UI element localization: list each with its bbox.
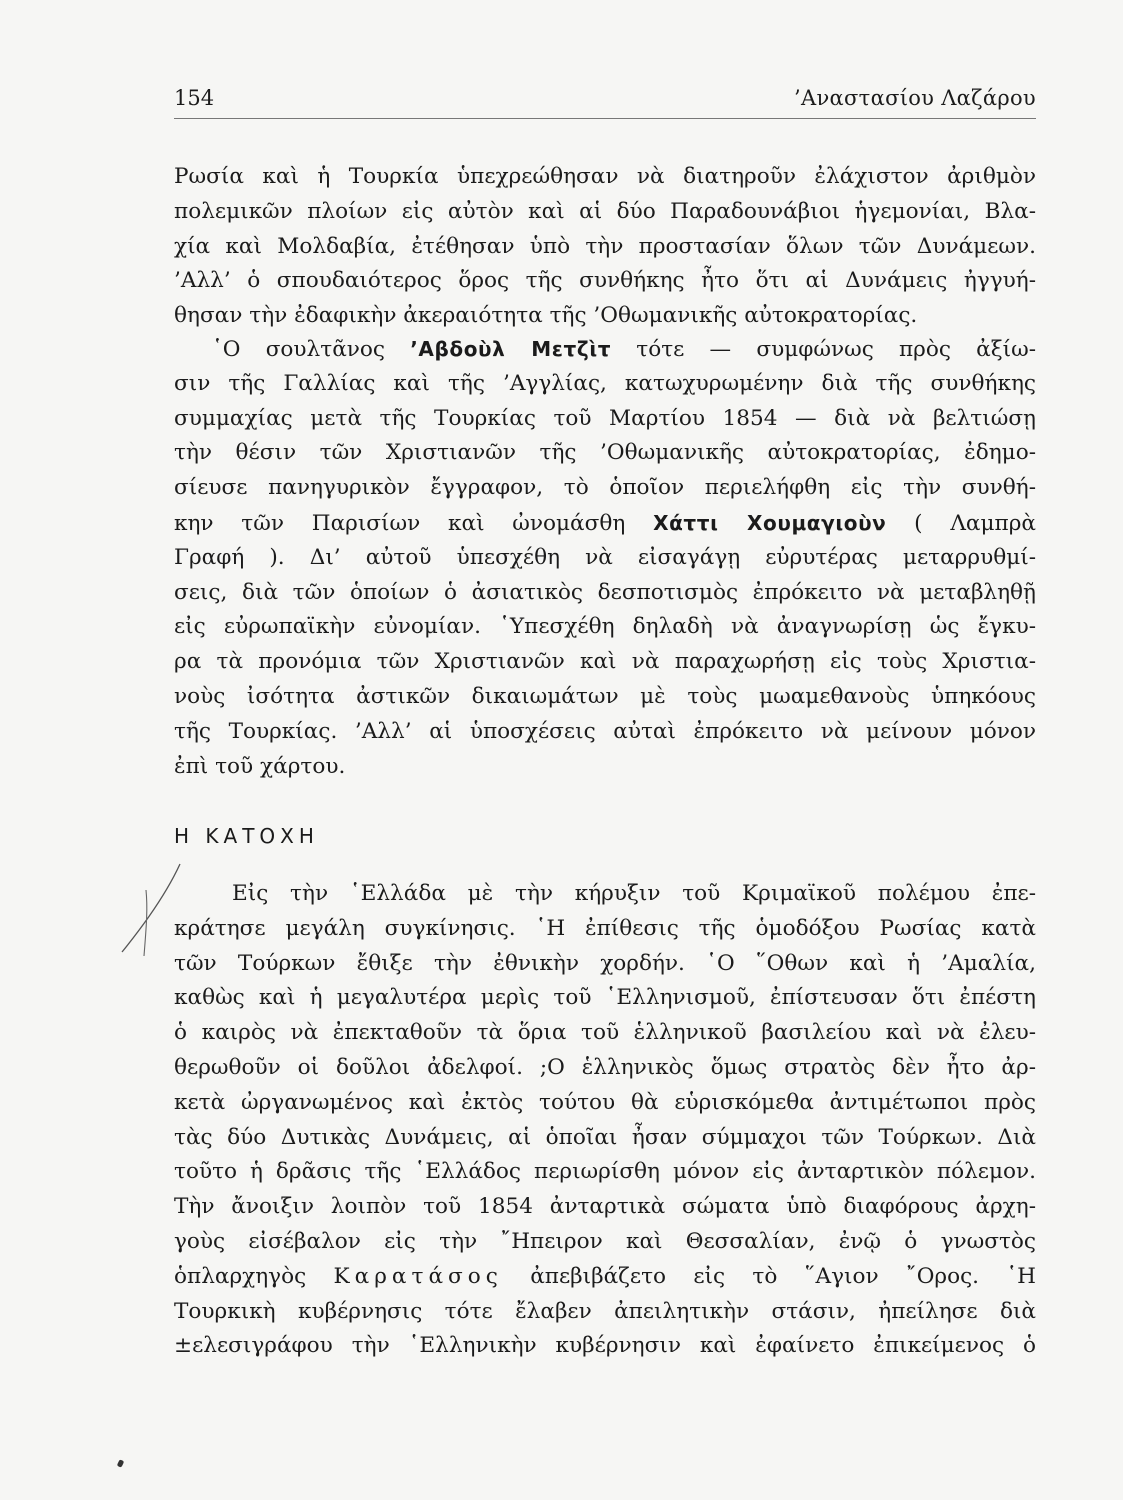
page-header: [174, 84, 1036, 124]
running-title: ’Αναστασίου Λαζάρου: [794, 86, 1036, 110]
text-fragment: ῾Ο σουλτᾶνος: [212, 337, 411, 362]
text-line: θησαν τὴν ἐδαφικὴν ἀκεραιότητα τῆς ’Οθωμανικῆς αὐτοκρατορίας.: [174, 303, 918, 329]
text-fragment: ἀπεβιβάζετο εἰς τὸ ῞Αγιον ῎Ορος. ῾Η: [502, 1263, 1036, 1289]
paragraph-3: [174, 877, 1036, 1364]
text-line: πολεμικῶν πλοίων εἰς αὐτὸν καὶ αἱ δύο Παραδουνάβιοι ἡγεμονίαι, Βλα-: [174, 198, 1036, 224]
text-line: Ρωσία καὶ ἡ Τουρκία ὑπεχρεώθησαν νὰ διατηροῦν ἐλάχιστον ἀριθμὸν: [174, 164, 1036, 189]
text-line: Τὴν ἄνοιξιν λοιπὸν τοῦ 1854 ἀνταρτικὰ σώματα ὑπὸ διαφόρους ἀρχη-: [174, 1194, 1036, 1220]
text-line: τὰς δύο Δυτικὰς Δυνάμεις, αἱ ὁποῖαι ἦσαν σύμμαχοι τῶν Τούρκων. Διὰ: [174, 1124, 1036, 1150]
text-line: σεις, διὰ τῶν ὁποίων ὁ ἀσιατικὸς δεσποτισμὸς ἐπρόκειτο νὰ μεταβληθῇ: [174, 579, 1036, 605]
text-line: τοῦτο ἡ δρᾶσις τῆς ῾Ελλάδος περιωρίσθη μόνον εἰς ἀνταρτικὸν πόλεμον.: [174, 1159, 1036, 1185]
text-line: χία καὶ Μολδαβία, ἐτέθησαν ὑπὸ τὴν προστασίαν ὅλων τῶν Δυνάμεων.: [174, 233, 1036, 259]
text-line: Τουρκικὴ κυβέρνησις τότε ἔλαβεν ἀπειλητικὴν στάσιν, ἠπείλησε διὰ: [174, 1298, 1036, 1324]
text-line: τὴν θέσιν τῶν Χριστιανῶν τῆς ’Οθωμανικῆς αὐτοκρατορίας, ἐδημο-: [174, 440, 1036, 466]
text-line: [174, 332, 1036, 367]
text-line: τῶν Τούρκων ἔθιξε τὴν ἐθνικὴν χορδήν. ῾Ο ῞Οθων καὶ ἡ ’Αμαλία,: [174, 950, 1036, 976]
text-line: εἰς εὐρωπαϊκὴν εὐνομίαν. ῾Υπεσχέθη δηλαδὴ νὰ ἀναγνωρίσῃ ὡς ἔγκυ-: [174, 614, 1036, 640]
text-line: συμμαχίας μετὰ τῆς Τουρκίας τοῦ Μαρτίου 1854 — διὰ νὰ βελτιώσῃ: [174, 405, 1036, 431]
text-line: σίευσε πανηγυρικὸν ἔγγραφον, τὸ ὁποῖον περιελήφθη εἰς τὴν συνθή-: [174, 475, 1036, 501]
text-line: νοὺς ἰσότητα ἀστικῶν δικαιωμάτων μὲ τοὺς μωαμεθανοὺς ὑπηκόους: [174, 683, 1036, 709]
text-line: ρα τὰ προνόμια τῶν Χριστιανῶν καὶ νὰ παραχωρήσῃ εἰς τοὺς Χριστια-: [174, 649, 1036, 675]
text-line: ὁ καιρὸς νὰ ἐπεκταθοῦν τὰ ὅρια τοῦ ἑλληνικοῦ βασιλείου καὶ νὰ ἐλευ-: [174, 1020, 1036, 1046]
decree-name: Χάττι Χουμαγιοὺν: [653, 510, 887, 535]
text-line: Εἰς τὴν ῾Ελλάδα μὲ τὴν κήρυξιν τοῦ Κριμαϊκοῦ πολέμου ἐπε-: [232, 881, 1036, 906]
text-line: θερωθοῦν οἱ δοῦλοι ἀδελφοί. ;Ο ἑλληνικὸς ὅμως στρατὸς δὲν ἦτο ἀρ-: [174, 1054, 1036, 1080]
text-fragment: τότε — συμφώνως πρὸς ἀξίω-: [611, 337, 1036, 362]
text-line: ἐπὶ τοῦ χάρτου.: [174, 753, 346, 779]
text-line: γοὺς εἰσέβαλον εἰς τὴν ῎Ηπειρον καὶ Θεσσαλίαν, ἐνῷ ὁ γνωστὸς: [174, 1228, 1036, 1254]
chieftain-name: Καρατάσος: [333, 1263, 503, 1289]
section-heading: Η ΚΑΤΟΧΗ: [174, 824, 319, 848]
page-number: 154: [174, 86, 215, 110]
text-line: ±ελεσιγράφου τὴν ῾Ελληνικὴν κυβέρνησιν καὶ ἐφαίνετο ἐπικείμενος ὁ: [174, 1333, 1036, 1359]
paragraph-2: [174, 332, 1036, 784]
text-line: κράτησε μεγάλη συγκίνησις. ῾Η ἐπίθεσις τῆς ὁμοδόξου Ρωσίας κατὰ: [174, 915, 1036, 941]
sultan-name: ’Αβδοὺλ Μετζὶτ: [410, 337, 612, 361]
paragraph-1: [174, 160, 1036, 334]
text-fragment: ( Λαμπρὰ: [886, 510, 1036, 536]
text-line: Γραφή ). Δι’ αὐτοῦ ὑπεσχέθη νὰ εἰσαγάγῃ εὐρυτέρας μεταρρυθμί-: [174, 544, 1036, 570]
text-line: [174, 506, 1036, 541]
text-line: τῆς Τουρκίας. ’Αλλ’ αἱ ὑποσχέσεις αὐταὶ ἐπρόκειτο νὰ μείνουν μόνον: [174, 718, 1036, 744]
text-line: σιν τῆς Γαλλίας καὶ τῆς ’Αγγλίας, κατωχυρωμένην διὰ τῆς συνθήκης: [174, 370, 1036, 396]
text-line: ’Αλλ’ ὁ σπουδαιότερος ὅρος τῆς συνθήκης ἦτο ὅτι αἱ Δυνάμεις ἠγγυή-: [174, 268, 1036, 294]
text-fragment: ὁπλαρχηγὸς: [174, 1263, 334, 1289]
text-line: [174, 1260, 1036, 1295]
text-fragment: κην τῶν Παρισίων καὶ ὠνομάσθη: [174, 510, 654, 536]
text-line: καθὼς καὶ ἡ μεγαλυτέρα μερὶς τοῦ ῾Ελληνισμοῦ, ἐπίστευσαν ὅτι ἐπέστη: [174, 985, 1036, 1011]
header-rule: [174, 118, 1036, 119]
text-line: κετὰ ὠργανωμένος καὶ ἐκτὸς τούτου θὰ εὑρισκόμεθα ἀντιμέτωποι πρὸς: [174, 1089, 1036, 1115]
paper-speck: [117, 1459, 124, 1467]
